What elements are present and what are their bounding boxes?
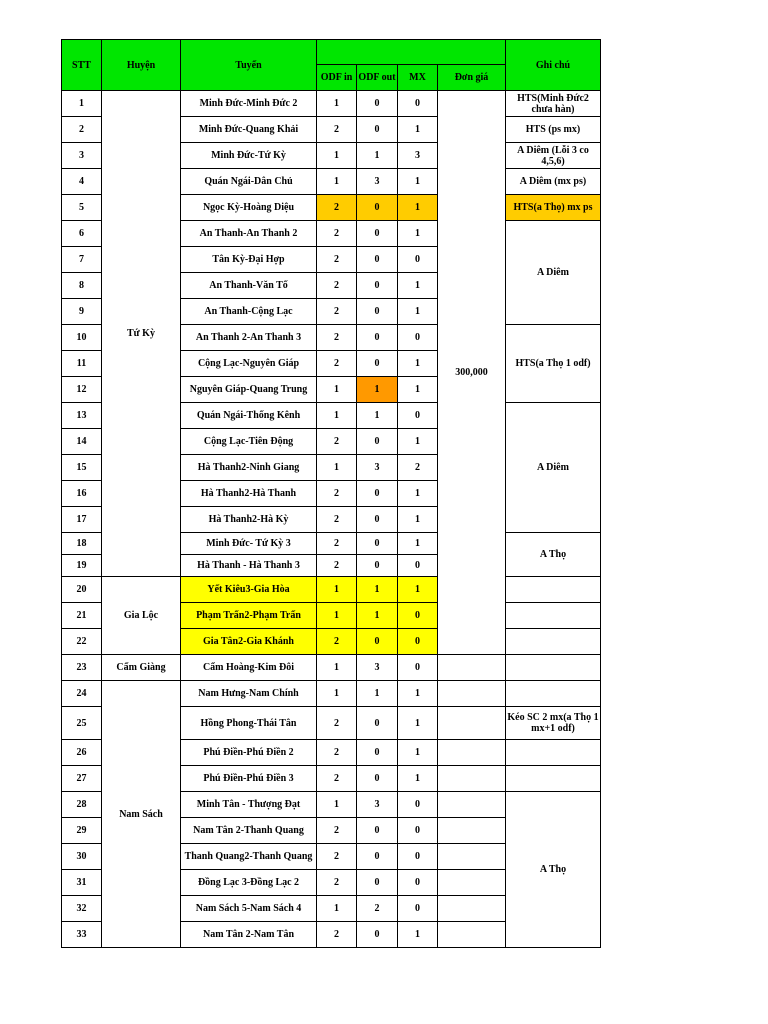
- cell-stt: 29: [62, 818, 102, 844]
- cell-stt: 12: [62, 377, 102, 403]
- cell-stt: 11: [62, 351, 102, 377]
- cell-ghi-chu: HTS(Minh Đức2 chưa hàn): [506, 91, 601, 117]
- cell-mx: 1: [398, 740, 438, 766]
- cell-don-gia: [438, 740, 506, 766]
- cell-odf-in: 2: [317, 870, 357, 896]
- cell-ghi-chu: A Diêm (Lỗi 3 co 4,5,6): [506, 143, 601, 169]
- header-don-gia: Đơn giá: [438, 65, 506, 91]
- cell-odf-in: 1: [317, 681, 357, 707]
- cell-tuyen: Minh Đức-Quang Khải: [181, 117, 317, 143]
- cell-odf-in: 2: [317, 429, 357, 455]
- cell-mx: 1: [398, 117, 438, 143]
- cell-mx: 2: [398, 455, 438, 481]
- cell-stt: 30: [62, 844, 102, 870]
- cell-stt: 2: [62, 117, 102, 143]
- cell-stt: 25: [62, 707, 102, 740]
- cell-stt: 18: [62, 533, 102, 555]
- cell-odf-out: 0: [357, 507, 398, 533]
- cell-mx: 0: [398, 247, 438, 273]
- cell-odf-out: 0: [357, 299, 398, 325]
- cell-odf-out: 0: [357, 91, 398, 117]
- cell-odf-out: 0: [357, 533, 398, 555]
- cell-odf-out: 1: [357, 377, 398, 403]
- cell-odf-out: 0: [357, 922, 398, 948]
- cell-tuyen: Minh Đức-Tứ Kỳ: [181, 143, 317, 169]
- cell-don-gia: [438, 681, 506, 707]
- cell-stt: 14: [62, 429, 102, 455]
- cell-odf-out: 0: [357, 221, 398, 247]
- cell-odf-in: 2: [317, 507, 357, 533]
- cell-mx: 3: [398, 143, 438, 169]
- cell-tuyen: Cẩm Hoàng-Kim Đôi: [181, 655, 317, 681]
- cell-odf-in: 2: [317, 481, 357, 507]
- cell-odf-out: 1: [357, 577, 398, 603]
- cell-tuyen: An Thanh 2-An Thanh 3: [181, 325, 317, 351]
- cell-stt: 26: [62, 740, 102, 766]
- cell-tuyen: Cộng Lạc-Nguyên Giáp: [181, 351, 317, 377]
- cell-mx: 1: [398, 922, 438, 948]
- cell-tuyen: An Thanh-Văn Tố: [181, 273, 317, 299]
- cell-odf-in: 2: [317, 195, 357, 221]
- header-odf-in: ODF in: [317, 65, 357, 91]
- cell-ghi-chu: HTS(a Thọ) mx ps: [506, 195, 601, 221]
- cell-mx: 0: [398, 629, 438, 655]
- cell-don-gia: [438, 792, 506, 818]
- cell-tuyen: Thanh Quang2-Thanh Quang: [181, 844, 317, 870]
- cell-odf-out: 3: [357, 792, 398, 818]
- cell-don-gia: 300,000: [438, 91, 506, 655]
- cell-tuyen: Hồng Phong-Thái Tân: [181, 707, 317, 740]
- cell-odf-in: 2: [317, 707, 357, 740]
- cell-stt: 23: [62, 655, 102, 681]
- header-tuyen: Tuyến: [181, 40, 317, 91]
- cell-odf-in: 1: [317, 377, 357, 403]
- cell-tuyen: Quán Ngái-Dân Chủ: [181, 169, 317, 195]
- header-mx: MX: [398, 65, 438, 91]
- cell-stt: 27: [62, 766, 102, 792]
- cell-odf-in: 2: [317, 844, 357, 870]
- cell-odf-in: 2: [317, 922, 357, 948]
- cell-mx: 1: [398, 351, 438, 377]
- cell-huyen: Gia Lộc: [102, 577, 181, 655]
- cell-odf-in: 1: [317, 577, 357, 603]
- cell-ghi-chu: HTS (ps mx): [506, 117, 601, 143]
- cell-odf-out: 0: [357, 740, 398, 766]
- cell-odf-in: 2: [317, 818, 357, 844]
- cell-odf-out: 3: [357, 655, 398, 681]
- cell-stt: 28: [62, 792, 102, 818]
- cell-mx: 0: [398, 403, 438, 429]
- cell-stt: 4: [62, 169, 102, 195]
- cell-odf-out: 0: [357, 629, 398, 655]
- cell-tuyen: Nam Tân 2-Thanh Quang: [181, 818, 317, 844]
- cell-odf-in: 1: [317, 655, 357, 681]
- cell-odf-in: 2: [317, 221, 357, 247]
- cell-odf-out: 0: [357, 555, 398, 577]
- cell-odf-out: 0: [357, 707, 398, 740]
- cell-tuyen: Phạm Trấn2-Phạm Trấn: [181, 603, 317, 629]
- cell-ghi-chu: [506, 655, 601, 681]
- cell-don-gia: [438, 896, 506, 922]
- cell-odf-out: 2: [357, 896, 398, 922]
- cell-ghi-chu: HTS(a Thọ 1 odf): [506, 325, 601, 403]
- cell-stt: 8: [62, 273, 102, 299]
- cell-don-gia: [438, 766, 506, 792]
- cell-stt: 15: [62, 455, 102, 481]
- header-ghi-chu: Ghi chú: [506, 40, 601, 91]
- cell-ghi-chu: [506, 681, 601, 707]
- cell-huyen: Tứ Kỳ: [102, 91, 181, 577]
- cell-odf-out: 1: [357, 403, 398, 429]
- cell-mx: 1: [398, 195, 438, 221]
- cell-tuyen: Gia Tân2-Gia Khánh: [181, 629, 317, 655]
- cell-don-gia: [438, 922, 506, 948]
- cell-mx: 1: [398, 299, 438, 325]
- cell-mx: 1: [398, 707, 438, 740]
- cell-odf-out: 0: [357, 325, 398, 351]
- cell-odf-in: 1: [317, 169, 357, 195]
- cell-odf-out: 0: [357, 351, 398, 377]
- table-row: [62, 681, 601, 707]
- cell-tuyen: Phú Điền-Phú Điền 2: [181, 740, 317, 766]
- cell-odf-in: 1: [317, 91, 357, 117]
- cell-odf-out: 3: [357, 169, 398, 195]
- cell-tuyen: Nguyên Giáp-Quang Trung: [181, 377, 317, 403]
- cell-mx: 1: [398, 273, 438, 299]
- cell-odf-in: 2: [317, 555, 357, 577]
- cell-mx: 1: [398, 481, 438, 507]
- cell-mx: 1: [398, 766, 438, 792]
- cell-huyen: Cẩm Giàng: [102, 655, 181, 681]
- cell-tuyen: Nam Hưng-Nam Chính: [181, 681, 317, 707]
- cell-odf-in: 2: [317, 629, 357, 655]
- cell-stt: 5: [62, 195, 102, 221]
- cell-stt: 17: [62, 507, 102, 533]
- cell-mx: 1: [398, 377, 438, 403]
- cell-stt: 20: [62, 577, 102, 603]
- cell-odf-in: 2: [317, 740, 357, 766]
- cell-stt: 22: [62, 629, 102, 655]
- cell-odf-in: 1: [317, 143, 357, 169]
- cell-tuyen: Minh Đức- Tứ Kỳ 3: [181, 533, 317, 555]
- cell-odf-in: 2: [317, 533, 357, 555]
- cell-stt: 6: [62, 221, 102, 247]
- header-group-blank: [317, 40, 506, 65]
- cell-don-gia: [438, 870, 506, 896]
- cell-odf-in: 1: [317, 792, 357, 818]
- cell-odf-out: 0: [357, 818, 398, 844]
- cell-ghi-chu: A Diêm (mx ps): [506, 169, 601, 195]
- cell-mx: 0: [398, 555, 438, 577]
- cell-odf-out: 0: [357, 870, 398, 896]
- table-row: [62, 91, 601, 117]
- cell-mx: 0: [398, 325, 438, 351]
- cell-mx: 1: [398, 169, 438, 195]
- header-stt: STT: [62, 40, 102, 91]
- cell-mx: 1: [398, 429, 438, 455]
- cell-mx: 0: [398, 870, 438, 896]
- cell-odf-in: 1: [317, 603, 357, 629]
- cell-odf-in: 1: [317, 455, 357, 481]
- cell-odf-in: 2: [317, 273, 357, 299]
- header-odf-out: ODF out: [357, 65, 398, 91]
- cell-odf-in: 2: [317, 325, 357, 351]
- data-table: [61, 39, 601, 948]
- cell-stt: 21: [62, 603, 102, 629]
- cell-stt: 24: [62, 681, 102, 707]
- cell-ghi-chu: [506, 740, 601, 766]
- cell-tuyen: Quán Ngái-Thống Kênh: [181, 403, 317, 429]
- cell-tuyen: Hà Thanh2-Ninh Giang: [181, 455, 317, 481]
- cell-mx: 0: [398, 896, 438, 922]
- cell-odf-out: 0: [357, 117, 398, 143]
- cell-don-gia: [438, 844, 506, 870]
- cell-odf-out: 0: [357, 247, 398, 273]
- cell-ghi-chu: A Diêm: [506, 403, 601, 533]
- cell-ghi-chu: [506, 577, 601, 603]
- cell-odf-in: 1: [317, 896, 357, 922]
- cell-mx: 1: [398, 577, 438, 603]
- cell-odf-out: 0: [357, 844, 398, 870]
- cell-tuyen: Đồng Lạc 3-Đồng Lạc 2: [181, 870, 317, 896]
- cell-ghi-chu: [506, 603, 601, 629]
- cell-don-gia: [438, 707, 506, 740]
- cell-stt: 32: [62, 896, 102, 922]
- cell-odf-in: 2: [317, 766, 357, 792]
- cell-odf-out: 0: [357, 481, 398, 507]
- cell-mx: 1: [398, 507, 438, 533]
- cell-odf-out: 3: [357, 455, 398, 481]
- cell-stt: 33: [62, 922, 102, 948]
- cell-don-gia: [438, 818, 506, 844]
- cell-odf-out: 1: [357, 143, 398, 169]
- cell-stt: 7: [62, 247, 102, 273]
- cell-odf-out: 1: [357, 681, 398, 707]
- cell-odf-out: 1: [357, 603, 398, 629]
- cell-ghi-chu: [506, 629, 601, 655]
- cell-don-gia: [438, 655, 506, 681]
- cell-mx: 0: [398, 603, 438, 629]
- cell-ghi-chu: A Thọ: [506, 533, 601, 577]
- cell-tuyen: An Thanh-An Thanh 2: [181, 221, 317, 247]
- cell-stt: 13: [62, 403, 102, 429]
- cell-huyen: Nam Sách: [102, 681, 181, 948]
- cell-mx: 0: [398, 844, 438, 870]
- cell-tuyen: Minh Tân - Thượng Đạt: [181, 792, 317, 818]
- cell-mx: 0: [398, 818, 438, 844]
- cell-stt: 19: [62, 555, 102, 577]
- cell-odf-in: 2: [317, 299, 357, 325]
- cell-odf-out: 0: [357, 273, 398, 299]
- table-row: [62, 577, 601, 603]
- cell-mx: 0: [398, 792, 438, 818]
- cell-mx: 0: [398, 91, 438, 117]
- cell-odf-in: 2: [317, 351, 357, 377]
- cell-mx: 0: [398, 655, 438, 681]
- cell-mx: 1: [398, 533, 438, 555]
- cell-tuyen: Hà Thanh2-Hà Thanh: [181, 481, 317, 507]
- cell-odf-out: 0: [357, 429, 398, 455]
- cell-stt: 3: [62, 143, 102, 169]
- cell-ghi-chu: A Thọ: [506, 792, 601, 948]
- cell-mx: 1: [398, 681, 438, 707]
- cell-odf-out: 0: [357, 766, 398, 792]
- cell-stt: 31: [62, 870, 102, 896]
- cell-tuyen: Minh Đức-Minh Đức 2: [181, 91, 317, 117]
- cell-ghi-chu: Kéo SC 2 mx(a Thọ 1 mx+1 odf): [506, 707, 601, 740]
- cell-stt: 10: [62, 325, 102, 351]
- cell-tuyen: Hà Thanh - Hà Thanh 3: [181, 555, 317, 577]
- cell-tuyen: Nam Tân 2-Nam Tân: [181, 922, 317, 948]
- cell-tuyen: Tân Kỳ-Đại Hợp: [181, 247, 317, 273]
- cell-tuyen: Nam Sách 5-Nam Sách 4: [181, 896, 317, 922]
- cell-ghi-chu: [506, 766, 601, 792]
- cell-tuyen: An Thanh-Cộng Lạc: [181, 299, 317, 325]
- header-huyen: Huyện: [102, 40, 181, 91]
- cell-mx: 1: [398, 221, 438, 247]
- cell-ghi-chu: A Diêm: [506, 221, 601, 325]
- cell-tuyen: Hà Thanh2-Hà Kỳ: [181, 507, 317, 533]
- cell-odf-out: 0: [357, 195, 398, 221]
- cell-stt: 9: [62, 299, 102, 325]
- cell-tuyen: Phú Điền-Phú Điền 3: [181, 766, 317, 792]
- cell-stt: 16: [62, 481, 102, 507]
- cell-tuyen: Yết Kiêu3-Gia Hòa: [181, 577, 317, 603]
- cell-tuyen: Cộng Lạc-Tiên Động: [181, 429, 317, 455]
- table-row: [62, 655, 601, 681]
- cell-tuyen: Ngọc Kỳ-Hoàng Diệu: [181, 195, 317, 221]
- cell-stt: 1: [62, 91, 102, 117]
- table-body: [62, 91, 601, 948]
- cell-odf-in: 2: [317, 117, 357, 143]
- cell-odf-in: 2: [317, 247, 357, 273]
- cell-odf-in: 1: [317, 403, 357, 429]
